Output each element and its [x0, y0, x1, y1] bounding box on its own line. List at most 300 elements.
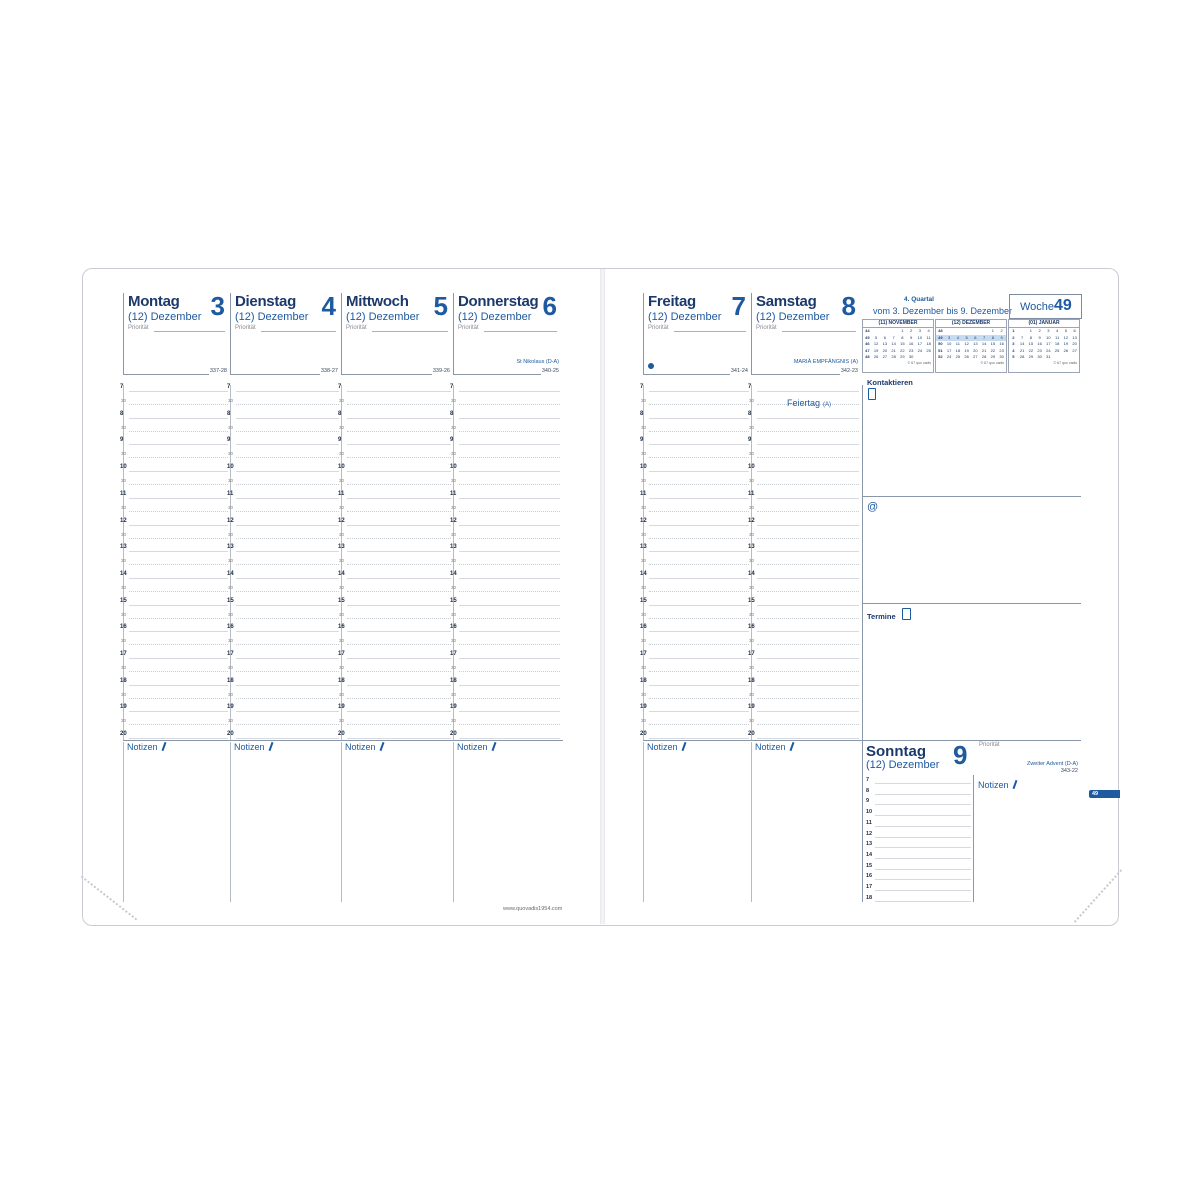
- hour-line: [649, 525, 749, 526]
- half-hour-label: 30: [228, 718, 234, 724]
- half-hour-line: [459, 431, 560, 432]
- hour-label: 16: [640, 624, 647, 631]
- half-hour-label: 30: [339, 611, 345, 617]
- half-hour-line: [757, 724, 859, 725]
- hour-label: 20: [748, 731, 755, 738]
- mini-calendar-cell: 11: [955, 341, 960, 346]
- mini-calendar-cell: 3: [1047, 328, 1050, 333]
- hour-label: 20: [450, 731, 457, 738]
- mini-calendar-cell: [1053, 354, 1062, 361]
- half-hour-line: [649, 618, 749, 619]
- half-hour-line: [347, 591, 451, 592]
- half-hour-label: 30: [339, 691, 345, 697]
- half-hour-label: 30: [451, 451, 457, 457]
- right-panel-rule: [862, 385, 863, 740]
- hour-line: [347, 658, 451, 659]
- mini-calendar-cell: 21: [1019, 347, 1025, 353]
- hour-label: 18: [120, 677, 127, 684]
- hour-line: [347, 498, 451, 499]
- mini-calendar-cell: 14: [891, 341, 896, 346]
- mini-calendar-footer: © 67 quo vadis: [980, 360, 1004, 365]
- day-divider: [342, 374, 432, 375]
- mini-calendar-cell: 20: [882, 347, 888, 353]
- mini-calendar-cell: 8: [989, 335, 998, 342]
- hour-label: 15: [120, 597, 127, 604]
- hour-line: [236, 551, 339, 552]
- half-hour-label: 30: [451, 638, 457, 644]
- day-month: (12) Dezember: [648, 311, 722, 323]
- mini-calendar-cell: 23: [999, 347, 1004, 353]
- hour-line: [757, 658, 859, 659]
- day-code: 342-23: [840, 368, 858, 374]
- mini-calendar-cell: 26: [1063, 347, 1069, 353]
- hour-line: [236, 578, 339, 579]
- hour-line: [129, 711, 228, 712]
- hour-line: [757, 738, 859, 739]
- half-hour-line: [757, 591, 859, 592]
- hour-line: [459, 418, 560, 419]
- mini-calendar-cell: 22: [900, 347, 905, 353]
- mini-calendar-cell: 1: [991, 328, 994, 333]
- mini-calendar-cell: 14: [981, 341, 987, 346]
- day-name: Samstag: [756, 293, 817, 310]
- hour-line: [347, 605, 451, 606]
- hour-line: [649, 444, 749, 445]
- day-number: 8: [841, 291, 856, 321]
- half-hour-label: 30: [641, 611, 647, 617]
- priority-label: Priorität: [128, 325, 149, 331]
- mini-calendar-cell: 19: [1063, 341, 1069, 346]
- mini-calendar-cell: 9: [910, 334, 913, 340]
- mini-calendar-cell: 19: [964, 347, 969, 353]
- hour-line: [347, 685, 451, 686]
- hour-label: 15: [640, 597, 647, 604]
- hour-line: [236, 685, 339, 686]
- mini-calendar-cell: 3: [1012, 341, 1015, 346]
- day-header: [230, 293, 342, 375]
- hour-line: [649, 498, 749, 499]
- half-hour-line: [129, 538, 228, 539]
- hour-label: 11: [640, 490, 647, 497]
- mini-calendar-title: (12) DEZEMBER: [936, 320, 1006, 328]
- hour-line: [347, 471, 451, 472]
- notes-rule: [123, 742, 124, 902]
- day-month: (12) Dezember: [458, 311, 532, 323]
- sunday-hour-label: 14: [866, 851, 873, 858]
- mini-calendar-cell: 28: [1019, 354, 1025, 359]
- sunday-hour-line: [875, 847, 971, 848]
- day-number: 3: [210, 291, 225, 321]
- half-hour-label: 30: [121, 398, 127, 403]
- hour-label: 16: [450, 624, 457, 631]
- half-hour-label: 30: [749, 504, 755, 510]
- hour-label: 10: [227, 464, 234, 471]
- hour-label: 16: [120, 624, 127, 631]
- day-name: Freitag: [648, 293, 696, 310]
- half-hour-label: 30: [121, 638, 127, 644]
- half-hour-label: 30: [228, 424, 234, 430]
- hour-line: [459, 444, 560, 445]
- hour-line: [649, 418, 749, 419]
- hour-label: 7: [450, 384, 454, 390]
- half-hour-line: [459, 484, 560, 485]
- sunday-hour-line: [875, 890, 971, 891]
- half-hour-line: [129, 484, 228, 485]
- sunday-holiday: Zweiter Advent (D-A): [1026, 761, 1078, 767]
- mini-calendar-cell: 7: [892, 334, 895, 340]
- hour-label: 18: [640, 677, 647, 684]
- priority-line: [261, 331, 336, 332]
- hour-label: 19: [338, 704, 345, 711]
- hour-label: 20: [338, 731, 345, 738]
- hour-line: [236, 738, 339, 739]
- half-hour-line: [757, 644, 859, 645]
- mini-calendar-cell: 29: [990, 354, 996, 359]
- half-hour-label: 30: [339, 665, 345, 670]
- hour-label: 11: [227, 490, 234, 497]
- hour-label: 13: [120, 544, 127, 551]
- notes-label: [127, 742, 165, 752]
- hour-label: 7: [120, 384, 124, 390]
- day-code: 340-25: [541, 368, 559, 374]
- sunday-hour-line: [875, 858, 971, 859]
- priority-line: [674, 331, 746, 332]
- half-hour-line: [347, 564, 451, 565]
- mini-calendar-cell: 48: [865, 354, 870, 359]
- day-number: 5: [433, 291, 448, 321]
- hour-label: 20: [120, 731, 127, 738]
- hour-label: 19: [227, 704, 234, 711]
- half-hour-label: 30: [121, 504, 127, 510]
- mini-calendar: [935, 319, 1007, 373]
- hour-label: 14: [748, 570, 755, 577]
- hour-label: 9: [338, 437, 342, 444]
- hour-line: [757, 551, 859, 552]
- notes-divider-left: [123, 740, 563, 741]
- holiday-marker: [787, 398, 831, 408]
- notes-label: [234, 742, 272, 752]
- half-hour-line: [236, 671, 339, 672]
- mini-calendar-cell: 3: [918, 328, 921, 333]
- mini-calendar-cell: 21: [891, 347, 896, 353]
- half-hour-label: 30: [749, 691, 755, 697]
- hour-label: 15: [748, 597, 755, 604]
- priority-line: [372, 331, 448, 332]
- day-header: [751, 293, 862, 375]
- hour-line: [236, 444, 339, 445]
- sunday-hour-line: [875, 869, 971, 870]
- half-hour-label: 30: [641, 478, 647, 484]
- hour-label: 12: [450, 517, 457, 524]
- sunday-notes-label: Notizen: [978, 780, 1016, 790]
- half-hour-label: 30: [451, 558, 457, 564]
- half-hour-line: [757, 538, 859, 539]
- half-hour-label: 30: [641, 718, 647, 724]
- hour-line: [649, 391, 749, 392]
- hour-label: 20: [227, 731, 234, 738]
- half-hour-label: 30: [451, 478, 457, 484]
- day-header: [453, 293, 563, 375]
- mini-calendar-cell: 2: [910, 328, 913, 333]
- half-hour-line: [347, 618, 451, 619]
- mini-calendar-cell: 2: [1038, 328, 1041, 333]
- half-hour-label: 30: [641, 558, 647, 564]
- half-hour-label: 30: [451, 611, 457, 617]
- half-hour-line: [236, 591, 339, 592]
- half-hour-line: [236, 698, 339, 699]
- half-hour-label: 30: [228, 665, 234, 670]
- hour-line: [236, 471, 339, 472]
- week-range: vom 3. Dezember bis 9. Dezember: [873, 306, 1013, 316]
- hour-label: 10: [640, 464, 647, 471]
- mini-calendar-cell: 49: [936, 335, 945, 342]
- mini-calendar-cell: 27: [973, 354, 978, 359]
- hour-label: 17: [120, 651, 127, 657]
- hour-label: 12: [120, 517, 127, 524]
- half-hour-line: [757, 511, 859, 512]
- half-hour-line: [757, 698, 859, 699]
- hour-line: [347, 711, 451, 712]
- half-hour-label: 30: [451, 504, 457, 510]
- mini-calendar-cell: 30: [908, 354, 914, 359]
- hour-label: 17: [748, 651, 755, 657]
- day-month: (12) Dezember: [346, 311, 420, 323]
- half-hour-label: 30: [121, 424, 127, 430]
- mini-calendar-cell: 29: [900, 354, 905, 359]
- mini-calendar-cell: 16: [908, 341, 914, 346]
- half-hour-line: [347, 404, 451, 405]
- sunday-name: Sonntag: [866, 743, 926, 760]
- mini-calendar-cell: 8: [1029, 334, 1032, 340]
- mini-calendar-cell: 4: [954, 335, 963, 342]
- hour-label: 17: [338, 651, 345, 657]
- half-hour-line: [757, 671, 859, 672]
- half-hour-label: 30: [121, 451, 127, 457]
- hour-label: 10: [748, 464, 755, 471]
- half-hour-label: 30: [749, 478, 755, 484]
- mini-calendar-cell: [924, 354, 933, 361]
- hour-line: [236, 631, 339, 632]
- mini-calendar-cell: 2: [1012, 334, 1015, 340]
- half-hour-line: [757, 564, 859, 565]
- hour-line: [459, 631, 560, 632]
- half-hour-line: [347, 538, 451, 539]
- contacts-label: Kontaktieren: [867, 378, 913, 387]
- half-hour-line: [236, 404, 339, 405]
- mini-calendar-cell: 22: [1028, 347, 1034, 353]
- half-hour-line: [129, 591, 228, 592]
- dot-icon: [648, 363, 654, 369]
- mini-calendar-cell: 17: [1046, 341, 1051, 346]
- mini-calendar-cell: 12: [873, 341, 879, 346]
- mini-calendar-cell: 9: [1038, 334, 1041, 340]
- phone-icon: [868, 388, 876, 400]
- half-hour-label: 30: [121, 531, 127, 537]
- hour-line: [459, 605, 560, 606]
- hour-line: [236, 498, 339, 499]
- mini-calendar-cell: 7: [1021, 334, 1024, 340]
- half-hour-line: [347, 457, 451, 458]
- half-hour-label: 30: [228, 398, 234, 403]
- half-hour-label: 30: [339, 398, 345, 403]
- hour-label: 16: [227, 624, 234, 631]
- priority-line: [154, 331, 225, 332]
- holiday-region: (A): [823, 402, 832, 408]
- mini-calendar-cell: 6: [1073, 328, 1076, 333]
- hour-line: [129, 685, 228, 686]
- hour-line: [459, 711, 560, 712]
- half-hour-label: 30: [749, 424, 755, 430]
- half-hour-line: [649, 591, 749, 592]
- mini-calendar-cell: 24: [1046, 347, 1051, 353]
- mini-calendar-cell: 20: [973, 347, 978, 353]
- half-hour-line: [236, 431, 339, 432]
- half-hour-line: [129, 644, 228, 645]
- sunday-hour-line: [875, 783, 971, 784]
- half-hour-label: 30: [121, 718, 127, 724]
- sunday-hour-line: [875, 901, 971, 902]
- hour-label: 18: [450, 677, 457, 684]
- mini-calendar-cell: 26: [873, 354, 879, 359]
- half-hour-line: [649, 564, 749, 565]
- hour-line: [757, 711, 859, 712]
- mini-calendar-cell: 31: [1046, 354, 1051, 359]
- half-hour-label: 30: [339, 584, 345, 590]
- mini-calendar-cell: 12: [1063, 334, 1069, 340]
- mini-calendar-cell: [1062, 354, 1071, 361]
- hour-line: [459, 578, 560, 579]
- half-hour-line: [129, 724, 228, 725]
- hour-line: [129, 605, 228, 606]
- gutter: [600, 269, 605, 924]
- hour-line: [236, 605, 339, 606]
- hour-line: [347, 738, 451, 739]
- half-hour-line: [757, 484, 859, 485]
- hour-line: [129, 738, 228, 739]
- day-header: [643, 293, 752, 375]
- day-code: 339-26: [432, 368, 450, 374]
- hour-line: [459, 658, 560, 659]
- sunday-code: 343-22: [1060, 768, 1078, 774]
- mini-calendar-cell: 5: [1012, 354, 1015, 359]
- mini-calendar-cell: 28: [981, 354, 987, 359]
- hour-line: [459, 525, 560, 526]
- mini-calendar-cell: 25: [926, 347, 931, 353]
- half-hour-line: [129, 564, 228, 565]
- hour-label: 8: [120, 410, 124, 417]
- hour-line: [129, 551, 228, 552]
- half-hour-line: [236, 618, 339, 619]
- half-hour-label: 30: [641, 398, 647, 403]
- priority-line: [782, 331, 856, 332]
- day-divider: [454, 374, 541, 375]
- sunday-hour-label: 16: [866, 873, 873, 880]
- hour-label: 8: [640, 410, 644, 417]
- hour-label: 14: [227, 570, 234, 577]
- half-hour-label: 30: [641, 665, 647, 670]
- hour-label: 7: [338, 384, 342, 390]
- half-hour-label: 30: [451, 691, 457, 697]
- week-label: Woche: [1020, 301, 1055, 313]
- mini-calendar-cell: 15: [990, 341, 996, 346]
- quarter-label: 4. Quartal: [904, 296, 934, 303]
- sunday-month: (12) Dezember: [866, 759, 940, 771]
- hour-label: 10: [120, 464, 127, 471]
- half-hour-line: [459, 671, 560, 672]
- day-number: 6: [542, 291, 557, 321]
- mini-calendar-cell: 6: [883, 334, 886, 340]
- mini-calendar-cell: 16: [999, 341, 1004, 346]
- half-hour-label: 30: [749, 638, 755, 644]
- mini-calendar-cell: 12: [964, 341, 969, 346]
- hour-line: [757, 631, 859, 632]
- divider-email: [862, 603, 1081, 604]
- mini-calendar-cell: 23: [908, 347, 914, 353]
- notes-rule: [643, 742, 644, 902]
- hour-line: [236, 418, 339, 419]
- mini-calendar-cell: 15: [1028, 341, 1034, 346]
- hour-label: 11: [338, 490, 345, 497]
- half-hour-line: [347, 644, 451, 645]
- day-divider: [644, 374, 730, 375]
- hour-label: 8: [227, 410, 231, 417]
- half-hour-label: 30: [451, 398, 457, 403]
- mini-calendar-cell: 24: [946, 354, 952, 359]
- mini-calendar-grid: [1009, 328, 1079, 361]
- hour-line: [236, 525, 339, 526]
- day-month: (12) Dezember: [128, 311, 202, 323]
- half-hour-line: [649, 431, 749, 432]
- hour-label: 12: [338, 517, 345, 524]
- half-hour-label: 30: [339, 478, 345, 484]
- appointments-label: Termine: [867, 612, 896, 621]
- hour-line: [649, 685, 749, 686]
- half-hour-line: [649, 404, 749, 405]
- sunday-hour-label: 18: [866, 894, 873, 901]
- mini-calendar-cell: 23: [1037, 347, 1042, 353]
- half-hour-label: 30: [228, 504, 234, 510]
- mini-calendar-cell: 8: [901, 334, 904, 340]
- half-hour-line: [459, 538, 560, 539]
- hour-line: [649, 605, 749, 606]
- hour-line: [649, 711, 749, 712]
- hour-label: 18: [227, 677, 234, 684]
- mini-calendar-cell: 16: [1037, 341, 1042, 346]
- half-hour-label: 30: [451, 531, 457, 537]
- half-hour-line: [347, 698, 451, 699]
- hour-label: 8: [450, 410, 454, 417]
- hour-line: [347, 418, 451, 419]
- half-hour-line: [236, 511, 339, 512]
- sunday-hour-label: 11: [866, 819, 872, 826]
- sunday-hour-label: 10: [866, 809, 873, 816]
- day-name: Dienstag: [235, 293, 296, 310]
- day-month: (12) Dezember: [235, 311, 309, 323]
- half-hour-label: 30: [121, 478, 127, 484]
- notes-label: [345, 742, 383, 752]
- half-hour-label: 30: [339, 718, 345, 724]
- mini-calendar-cell: 25: [1054, 347, 1060, 353]
- week-box: [1009, 294, 1082, 319]
- notes-text: Notizen: [755, 742, 786, 752]
- hour-line: [459, 738, 560, 739]
- hour-line: [757, 498, 859, 499]
- half-hour-label: 30: [121, 611, 127, 617]
- mini-calendar: [1008, 319, 1080, 373]
- hour-label: 8: [338, 410, 342, 417]
- at-icon: @: [867, 501, 879, 513]
- hour-label: 12: [748, 517, 755, 524]
